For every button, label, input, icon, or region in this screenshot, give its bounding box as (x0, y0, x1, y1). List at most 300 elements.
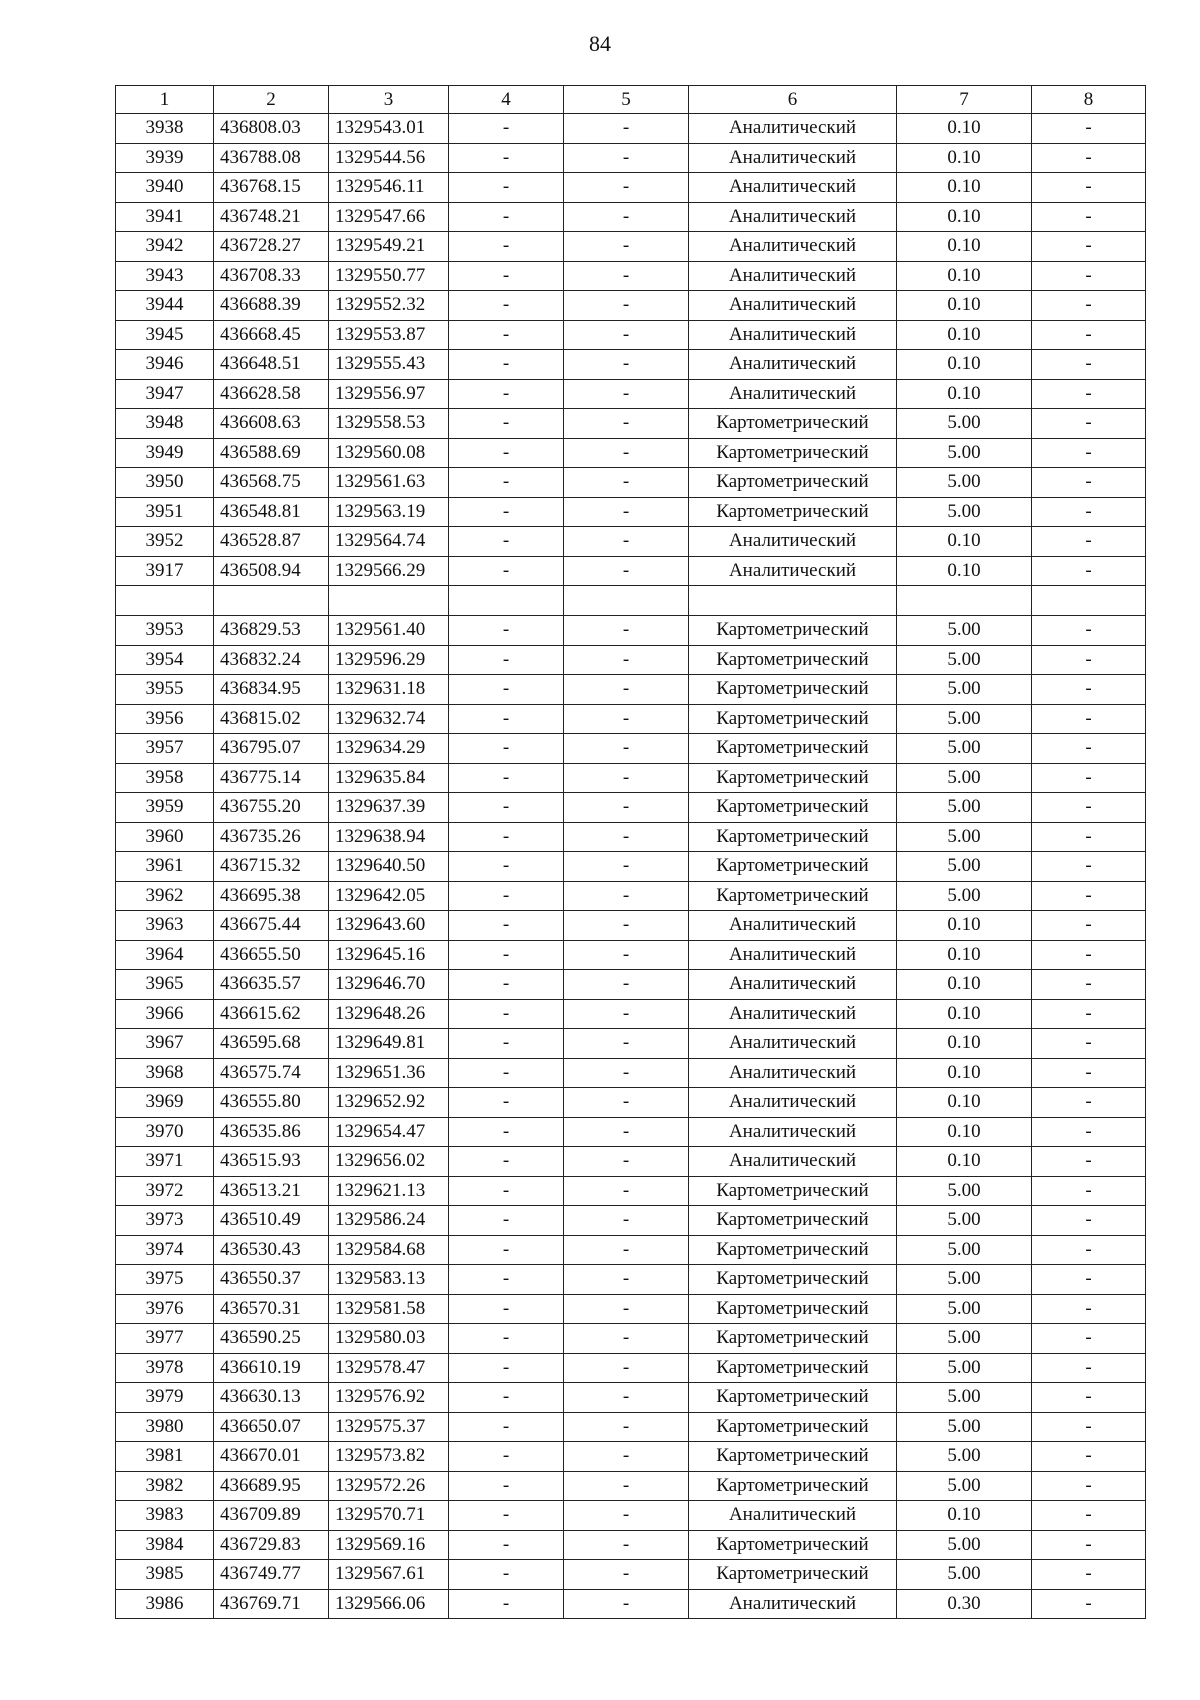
column-8-value: - (1032, 409, 1146, 439)
accuracy: 5.00 (897, 1324, 1032, 1354)
column-4-value: - (449, 202, 564, 232)
coordinate-y: 1329656.02 (329, 1147, 449, 1177)
accuracy: 5.00 (897, 881, 1032, 911)
accuracy: 0.10 (897, 291, 1032, 321)
point-number: 3972 (116, 1176, 214, 1206)
column-5-value: - (564, 940, 689, 970)
accuracy: 0.10 (897, 1147, 1032, 1177)
accuracy: 5.00 (897, 793, 1032, 823)
accuracy: 0.10 (897, 999, 1032, 1029)
accuracy: 0.10 (897, 940, 1032, 970)
column-8-value: - (1032, 1029, 1146, 1059)
column-5-value: - (564, 763, 689, 793)
method: Картометрический (689, 881, 897, 911)
column-8-value: - (1032, 1501, 1146, 1531)
coordinate-y: 1329549.21 (329, 232, 449, 262)
coordinate-y: 1329561.63 (329, 468, 449, 498)
column-4-value: - (449, 497, 564, 527)
table-row (116, 645, 1146, 675)
accuracy: 5.00 (897, 1235, 1032, 1265)
point-number: 3959 (116, 793, 214, 823)
column-4-value: - (449, 1501, 564, 1531)
column-4-value: - (449, 911, 564, 941)
column-8-value: - (1032, 1176, 1146, 1206)
point-number: 3960 (116, 822, 214, 852)
column-4-value: - (449, 1235, 564, 1265)
method: Картометрический (689, 675, 897, 705)
column-5-value: - (564, 232, 689, 262)
coordinate-x: 436650.07 (214, 1412, 329, 1442)
accuracy: 0.10 (897, 232, 1032, 262)
column-8-value: - (1032, 143, 1146, 173)
method: Картометрический (689, 1324, 897, 1354)
point-number: 3942 (116, 232, 214, 262)
column-4-value: - (449, 261, 564, 291)
accuracy: 0.10 (897, 1058, 1032, 1088)
table-body (116, 114, 1146, 1619)
point-number: 3974 (116, 1235, 214, 1265)
coordinate-y: 1329566.06 (329, 1589, 449, 1619)
column-5-value: - (564, 320, 689, 350)
method: Аналитический (689, 232, 897, 262)
coordinate-x: 436808.03 (214, 114, 329, 144)
method: Картометрический (689, 1530, 897, 1560)
column-4-value: - (449, 1206, 564, 1236)
accuracy: 0.10 (897, 114, 1032, 144)
coordinate-y: 1329544.56 (329, 143, 449, 173)
coordinate-x: 436550.37 (214, 1265, 329, 1295)
table-row (116, 143, 1146, 173)
column-5-value: - (564, 1176, 689, 1206)
coordinate-x: 436515.93 (214, 1147, 329, 1177)
point-number: 3963 (116, 911, 214, 941)
coordinate-x: 436715.32 (214, 852, 329, 882)
column-8-value: - (1032, 1235, 1146, 1265)
coordinate-x: 436528.87 (214, 527, 329, 557)
table-row (116, 350, 1146, 380)
column-4-value: - (449, 379, 564, 409)
coordinate-y: 1329646.70 (329, 970, 449, 1000)
coordinate-x: 436768.15 (214, 173, 329, 203)
column-5-value: - (564, 1324, 689, 1354)
column-8-value: - (1032, 793, 1146, 823)
method: Аналитический (689, 1058, 897, 1088)
column-5-value: - (564, 822, 689, 852)
method: Картометрический (689, 468, 897, 498)
column-header: 8 (1032, 86, 1146, 114)
coordinate-x: 436508.94 (214, 556, 329, 586)
coordinate-x: 436575.74 (214, 1058, 329, 1088)
coordinate-x: 436513.21 (214, 1176, 329, 1206)
coordinate-x: 436570.31 (214, 1294, 329, 1324)
method: Аналитический (689, 291, 897, 321)
point-number: 3980 (116, 1412, 214, 1442)
column-5-value: - (564, 173, 689, 203)
coordinate-y: 1329640.50 (329, 852, 449, 882)
method: Картометрический (689, 438, 897, 468)
point-number: 3984 (116, 1530, 214, 1560)
point-number: 3969 (116, 1088, 214, 1118)
table-row (116, 881, 1146, 911)
column-5-value: - (564, 999, 689, 1029)
table-row (116, 232, 1146, 262)
column-5-value: - (564, 1206, 689, 1236)
column-4-value: - (449, 1412, 564, 1442)
column-4-value: - (449, 173, 564, 203)
column-5-value: - (564, 911, 689, 941)
column-4-value: - (449, 852, 564, 882)
coordinate-y: 1329642.05 (329, 881, 449, 911)
coordinate-x: 436788.08 (214, 143, 329, 173)
column-4-value: - (449, 645, 564, 675)
column-4-value: - (449, 1324, 564, 1354)
table-row (116, 999, 1146, 1029)
point-number: 3965 (116, 970, 214, 1000)
column-8-value: - (1032, 881, 1146, 911)
coordinate-y: 1329572.26 (329, 1471, 449, 1501)
column-8-value: - (1032, 232, 1146, 262)
coordinate-x: 436748.21 (214, 202, 329, 232)
column-5-value: - (564, 438, 689, 468)
coordinate-y: 1329555.43 (329, 350, 449, 380)
column-8-value: - (1032, 527, 1146, 557)
coordinate-x: 436595.68 (214, 1029, 329, 1059)
point-number: 3948 (116, 409, 214, 439)
column-4-value: - (449, 763, 564, 793)
table-row (116, 1383, 1146, 1413)
coordinate-y: 1329649.81 (329, 1029, 449, 1059)
method: Картометрический (689, 645, 897, 675)
point-number: 3985 (116, 1560, 214, 1590)
column-8-value: - (1032, 1412, 1146, 1442)
column-5-value: - (564, 409, 689, 439)
coordinate-y: 1329580.03 (329, 1324, 449, 1354)
accuracy: 5.00 (897, 1530, 1032, 1560)
column-8-value: - (1032, 114, 1146, 144)
column-4-value: - (449, 734, 564, 764)
column-4-value: - (449, 527, 564, 557)
point-number: 3971 (116, 1147, 214, 1177)
coordinate-y: 1329567.61 (329, 1560, 449, 1590)
coordinate-y: 1329638.94 (329, 822, 449, 852)
coordinate-x: 436568.75 (214, 468, 329, 498)
column-4-value: - (449, 291, 564, 321)
coordinate-y: 1329648.26 (329, 999, 449, 1029)
column-5-value: - (564, 793, 689, 823)
column-5-value: - (564, 1530, 689, 1560)
column-5-value: - (564, 1235, 689, 1265)
column-4-value: - (449, 143, 564, 173)
point-number: 3981 (116, 1442, 214, 1472)
column-4-value: - (449, 793, 564, 823)
table-row (116, 1530, 1146, 1560)
column-8-value: - (1032, 556, 1146, 586)
column-5-value: - (564, 1058, 689, 1088)
method: Аналитический (689, 940, 897, 970)
coordinate-x: 436670.01 (214, 1442, 329, 1472)
coordinate-x: 436769.71 (214, 1589, 329, 1619)
table-row (116, 616, 1146, 646)
accuracy: 5.00 (897, 1353, 1032, 1383)
table-row (116, 793, 1146, 823)
method: Картометрический (689, 1471, 897, 1501)
accuracy: 0.10 (897, 143, 1032, 173)
column-5-value: - (564, 556, 689, 586)
accuracy: 5.00 (897, 1412, 1032, 1442)
column-8-value: - (1032, 1265, 1146, 1295)
coordinate-y: 1329621.13 (329, 1176, 449, 1206)
table-row (116, 1117, 1146, 1147)
method: Аналитический (689, 379, 897, 409)
column-8-value: - (1032, 497, 1146, 527)
coordinate-y: 1329550.77 (329, 261, 449, 291)
column-5-value: - (564, 1383, 689, 1413)
accuracy: 5.00 (897, 734, 1032, 764)
accuracy: 5.00 (897, 497, 1032, 527)
method: Картометрический (689, 1383, 897, 1413)
column-8-value: - (1032, 704, 1146, 734)
accuracy: 5.00 (897, 1383, 1032, 1413)
method: Картометрический (689, 793, 897, 823)
column-5-value: - (564, 1442, 689, 1472)
coordinate-x: 436588.69 (214, 438, 329, 468)
accuracy: 0.10 (897, 173, 1032, 203)
column-4-value: - (449, 999, 564, 1029)
column-8-value: - (1032, 468, 1146, 498)
coordinate-y: 1329632.74 (329, 704, 449, 734)
coordinate-y: 1329634.29 (329, 734, 449, 764)
method: Аналитический (689, 1501, 897, 1531)
coordinate-x: 436668.45 (214, 320, 329, 350)
coordinate-x: 436675.44 (214, 911, 329, 941)
coordinate-x: 436689.95 (214, 1471, 329, 1501)
coordinate-x: 436555.80 (214, 1088, 329, 1118)
point-number (116, 586, 214, 616)
point-number: 3977 (116, 1324, 214, 1354)
coordinate-y: 1329651.36 (329, 1058, 449, 1088)
column-4-value: - (449, 616, 564, 646)
point-number: 3950 (116, 468, 214, 498)
column-4-value: - (449, 1117, 564, 1147)
point-number: 3939 (116, 143, 214, 173)
method: Картометрический (689, 1294, 897, 1324)
method: Аналитический (689, 527, 897, 557)
accuracy: 0.10 (897, 202, 1032, 232)
table-row (116, 497, 1146, 527)
method: Картометрический (689, 1560, 897, 1590)
method: Аналитический (689, 320, 897, 350)
coordinate-y: 1329637.39 (329, 793, 449, 823)
coordinate-x: 436749.77 (214, 1560, 329, 1590)
column-8-value: - (1032, 1589, 1146, 1619)
column-4-value: - (449, 556, 564, 586)
method: Аналитический (689, 202, 897, 232)
method: Аналитический (689, 173, 897, 203)
column-header: 3 (329, 86, 449, 114)
accuracy: 5.00 (897, 1176, 1032, 1206)
column-4-value: - (449, 675, 564, 705)
point-number: 3938 (116, 114, 214, 144)
coordinate-x: 436728.27 (214, 232, 329, 262)
column-5-value: - (564, 1117, 689, 1147)
column-5-value: - (564, 704, 689, 734)
point-number: 3949 (116, 438, 214, 468)
header-row (116, 86, 1146, 114)
column-8-value: - (1032, 379, 1146, 409)
point-number: 3961 (116, 852, 214, 882)
table-row (116, 1058, 1146, 1088)
accuracy: 5.00 (897, 675, 1032, 705)
point-number: 3986 (116, 1589, 214, 1619)
method: Аналитический (689, 999, 897, 1029)
column-header: 5 (564, 86, 689, 114)
table-row (116, 911, 1146, 941)
coordinate-x: 436628.58 (214, 379, 329, 409)
column-5-value: - (564, 675, 689, 705)
table-row (116, 173, 1146, 203)
coordinate-x: 436608.63 (214, 409, 329, 439)
point-number: 3917 (116, 556, 214, 586)
method: Картометрический (689, 852, 897, 882)
column-5-value: - (564, 734, 689, 764)
column-5-value: - (564, 1412, 689, 1442)
column-8-value: - (1032, 1147, 1146, 1177)
coordinate-y: 1329654.47 (329, 1117, 449, 1147)
coordinate-y: 1329586.24 (329, 1206, 449, 1236)
column-5-value: - (564, 1589, 689, 1619)
column-5-value: - (564, 1471, 689, 1501)
accuracy: 0.10 (897, 320, 1032, 350)
coordinate-y: 1329578.47 (329, 1353, 449, 1383)
coordinate-y: 1329560.08 (329, 438, 449, 468)
method: Картометрический (689, 409, 897, 439)
point-number: 3982 (116, 1471, 214, 1501)
coordinate-y: 1329576.92 (329, 1383, 449, 1413)
coordinate-x: 436648.51 (214, 350, 329, 380)
accuracy: 5.00 (897, 1206, 1032, 1236)
method: Картометрический (689, 1206, 897, 1236)
coordinate-y: 1329631.18 (329, 675, 449, 705)
column-5-value: - (564, 291, 689, 321)
table-row (116, 1471, 1146, 1501)
table-row (116, 1294, 1146, 1324)
table-row (116, 1412, 1146, 1442)
accuracy: 0.10 (897, 556, 1032, 586)
table-row (116, 1324, 1146, 1354)
table-row (116, 852, 1146, 882)
accuracy: 5.00 (897, 822, 1032, 852)
column-4-value: - (449, 970, 564, 1000)
column-4-value: - (449, 1265, 564, 1295)
column-4-value: - (449, 1560, 564, 1590)
column-4-value: - (449, 1471, 564, 1501)
accuracy: 0.10 (897, 911, 1032, 941)
point-number: 3951 (116, 497, 214, 527)
column-8-value: - (1032, 645, 1146, 675)
method: Аналитический (689, 556, 897, 586)
accuracy: 5.00 (897, 763, 1032, 793)
table-row (116, 409, 1146, 439)
column-5-value: - (564, 497, 689, 527)
table-row (116, 1029, 1146, 1059)
table-row (116, 379, 1146, 409)
table-row (116, 1147, 1146, 1177)
accuracy: 0.10 (897, 1088, 1032, 1118)
column-5-value: - (564, 350, 689, 380)
method: Аналитический (689, 1147, 897, 1177)
column-8-value: - (1032, 1206, 1146, 1236)
point-number: 3975 (116, 1265, 214, 1295)
point-number: 3970 (116, 1117, 214, 1147)
point-number: 3946 (116, 350, 214, 380)
method: Картометрический (689, 497, 897, 527)
column-5-value: - (564, 1560, 689, 1590)
coordinate-y: 1329547.66 (329, 202, 449, 232)
point-number: 3968 (116, 1058, 214, 1088)
coordinate-y: 1329570.71 (329, 1501, 449, 1531)
accuracy: 5.00 (897, 468, 1032, 498)
table-row (116, 261, 1146, 291)
method: Картометрический (689, 822, 897, 852)
table-row (116, 1265, 1146, 1295)
column-5-value: - (564, 1353, 689, 1383)
column-4-value: - (449, 940, 564, 970)
coordinate-y: 1329575.37 (329, 1412, 449, 1442)
coordinate-x: 436755.20 (214, 793, 329, 823)
column-8-value: - (1032, 1294, 1146, 1324)
coordinate-x: 436735.26 (214, 822, 329, 852)
coordinate-x: 436548.81 (214, 497, 329, 527)
table-row (116, 1560, 1146, 1590)
accuracy: 5.00 (897, 1294, 1032, 1324)
column-5-value: - (564, 114, 689, 144)
point-number: 3953 (116, 616, 214, 646)
column-5-value: - (564, 645, 689, 675)
table-row (116, 970, 1146, 1000)
column-8-value: - (1032, 999, 1146, 1029)
coordinate-y: 1329561.40 (329, 616, 449, 646)
column-4-value: - (449, 1294, 564, 1324)
table-row (116, 1088, 1146, 1118)
coordinate-x: 436590.25 (214, 1324, 329, 1354)
point-number: 3973 (116, 1206, 214, 1236)
column-4-value: - (449, 1442, 564, 1472)
column-5-value: - (564, 881, 689, 911)
coordinate-x: 436615.62 (214, 999, 329, 1029)
table-row (116, 527, 1146, 557)
coordinate-x: 436834.95 (214, 675, 329, 705)
method: Картометрический (689, 1176, 897, 1206)
table-row (116, 1501, 1146, 1531)
table-row (116, 704, 1146, 734)
method: Картометрический (689, 1265, 897, 1295)
coordinate-x: 436729.83 (214, 1530, 329, 1560)
method: Картометрический (689, 704, 897, 734)
column-8-value: - (1032, 1058, 1146, 1088)
column-5-value: - (564, 202, 689, 232)
point-number: 3940 (116, 173, 214, 203)
method: Аналитический (689, 143, 897, 173)
column-4-value: - (449, 1176, 564, 1206)
coordinate-y: 1329635.84 (329, 763, 449, 793)
column-4-value: - (449, 232, 564, 262)
column-8-value: - (1032, 616, 1146, 646)
column-4-value: - (449, 1058, 564, 1088)
column-4-value: - (449, 1029, 564, 1059)
table-row (116, 1235, 1146, 1265)
column-8-value: - (1032, 1560, 1146, 1590)
column-8-value: - (1032, 852, 1146, 882)
